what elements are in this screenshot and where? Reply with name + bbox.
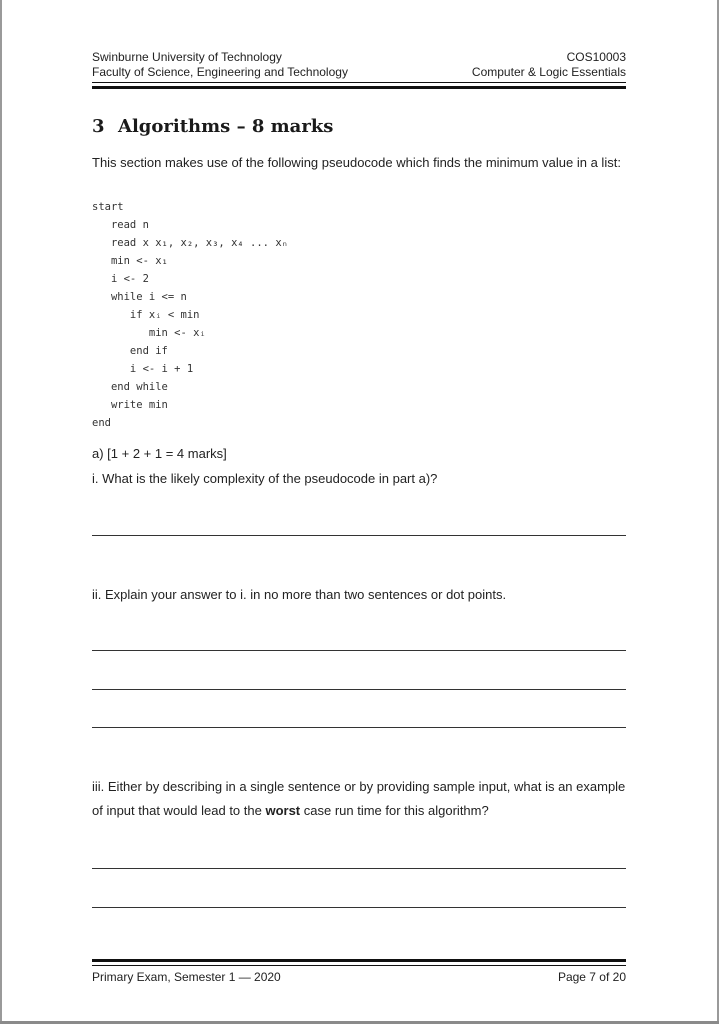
header-faculty: Faculty of Science, Engineering and Technology bbox=[92, 65, 348, 79]
code-line: while i <= n bbox=[92, 291, 187, 303]
footer-page-number: Page 7 of 20 bbox=[557, 970, 626, 984]
answer-line-ii-1[interactable] bbox=[92, 650, 626, 651]
answer-line-iii-2[interactable] bbox=[92, 907, 626, 908]
footer-exam-info: Primary Exam, Semester 1 — 2020 bbox=[92, 970, 281, 984]
code-line: write min bbox=[92, 399, 168, 411]
intro-paragraph: This section makes use of the following pseudocode which finds the minimum value in a list: bbox=[92, 155, 621, 170]
question-iii-text: iii. Either by describing in a single sentence or by providing sample input, what is an example of input that would lead to the bbox=[92, 779, 626, 818]
question-iii-emphasis: worst bbox=[265, 803, 301, 818]
footer-rule-thin bbox=[92, 965, 626, 966]
code-line: i <- 2 bbox=[92, 273, 149, 285]
question-iii-text-end: case run time for this algorithm? bbox=[300, 803, 489, 818]
part-a-marks: a) [1 + 2 + 1 = 4 marks] bbox=[92, 446, 227, 461]
section-number: 3 bbox=[92, 116, 105, 137]
code-line: min <- x₁ bbox=[92, 255, 168, 267]
code-line: read n bbox=[92, 219, 149, 231]
section-title: Algorithms – 8 marks bbox=[118, 116, 334, 137]
code-line: min <- xᵢ bbox=[92, 327, 206, 339]
question-i: i. What is the likely complexity of the pseudocode in part a)? bbox=[92, 471, 438, 486]
answer-line-ii-2[interactable] bbox=[92, 689, 626, 690]
code-line: if xᵢ < min bbox=[92, 309, 200, 321]
page-frame-left bbox=[0, 0, 2, 1024]
header-rule-thin bbox=[92, 82, 626, 83]
answer-line-ii-3[interactable] bbox=[92, 727, 626, 728]
code-line: read x x₁, x₂, x₃, x₄ ... xₙ bbox=[92, 237, 288, 249]
answer-line-iii-1[interactable] bbox=[92, 868, 626, 869]
header-course bbox=[92, 50, 626, 80]
code-line: end bbox=[92, 417, 111, 429]
header-course-name: Computer & Logic Essentials bbox=[471, 65, 626, 79]
pseudocode-block bbox=[92, 198, 288, 432]
code-line: start bbox=[92, 201, 124, 213]
footer-rule-thick bbox=[92, 959, 626, 962]
question-iii bbox=[92, 775, 628, 823]
header-university: Swinburne University of Technology bbox=[92, 50, 282, 64]
header-course-code: COS10003 bbox=[566, 50, 626, 64]
answer-line-i[interactable] bbox=[92, 535, 626, 536]
question-ii: ii. Explain your answer to i. in no more than two sentences or dot points. bbox=[92, 587, 507, 602]
section-heading bbox=[92, 116, 333, 137]
code-line: i <- i + 1 bbox=[92, 363, 194, 375]
code-line: end while bbox=[92, 381, 168, 393]
code-line: end if bbox=[92, 345, 168, 357]
header-rule-thick bbox=[92, 86, 626, 89]
